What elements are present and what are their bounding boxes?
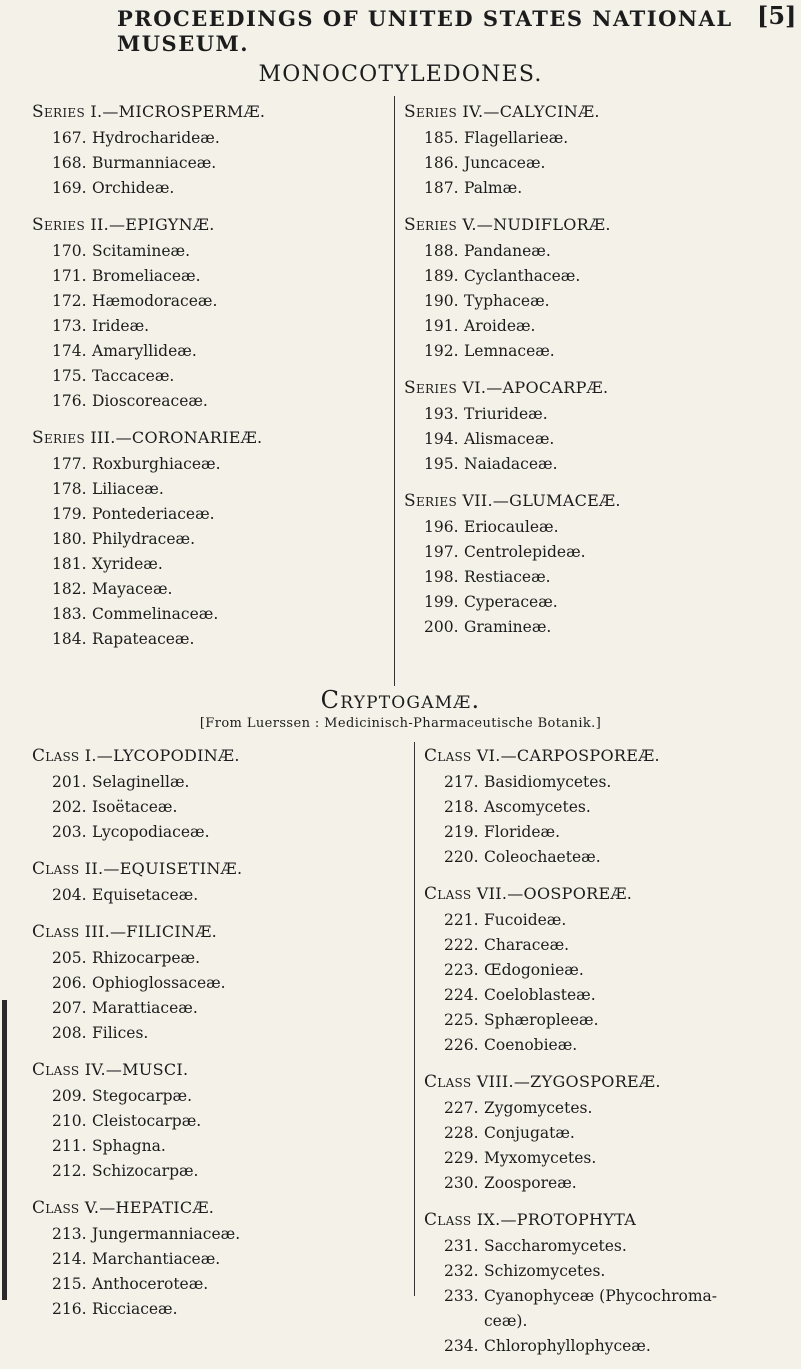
cryptogam-right-column [424, 742, 794, 1369]
family-entry [52, 1159, 402, 1184]
family-entry [52, 1109, 402, 1134]
group-lead: Class [424, 884, 472, 904]
family-number: 220. [444, 848, 479, 866]
group-heading [32, 98, 382, 126]
family-entry [444, 1121, 794, 1146]
family-name: Lemnaceæ. [464, 342, 555, 360]
family-entry [52, 339, 382, 364]
family-entry [52, 176, 382, 201]
family-entry [424, 590, 784, 615]
family-entry [52, 1247, 402, 1272]
family-number: 197. [424, 543, 459, 561]
group-name: II.—EQUISETINÆ. [84, 859, 243, 878]
family-number: 171. [52, 267, 87, 285]
family-name: Irideæ. [92, 317, 150, 335]
family-number: 231. [444, 1237, 479, 1255]
family-entry [424, 402, 784, 427]
family-name: Isoëtaceæ. [92, 798, 178, 816]
family-name: Centrolepideæ. [464, 543, 586, 561]
family-entry [52, 627, 382, 652]
group-lead: Series [404, 491, 457, 511]
family-name: Pontederiaceæ. [92, 505, 215, 523]
group-heading [404, 98, 784, 126]
family-entry [444, 933, 794, 958]
group-heading [32, 1056, 402, 1084]
family-entry [424, 239, 784, 264]
monocot-right-column [404, 98, 784, 650]
family-name: Flagellarieæ. [464, 129, 569, 147]
family-entry [444, 820, 794, 845]
family-entry [52, 1021, 402, 1046]
family-entry [52, 946, 402, 971]
family-entry [52, 289, 382, 314]
group-lead: Class [424, 746, 472, 766]
family-entry [444, 908, 794, 933]
family-entry [444, 1259, 794, 1284]
family-entry [52, 1084, 402, 1109]
family-list [424, 770, 794, 870]
family-number: 213. [52, 1225, 87, 1243]
family-name: Orchideæ. [92, 179, 175, 197]
family-number: 206. [52, 974, 87, 992]
family-name: Ascomycetes. [484, 798, 591, 816]
family-name: Cyanophyceæ (Phycochroma- [484, 1287, 717, 1305]
family-number: 187. [424, 179, 459, 197]
family-number: 200. [424, 618, 459, 636]
family-name: Coeloblasteæ. [484, 986, 596, 1004]
family-number: 175. [52, 367, 87, 385]
group-name: III.—CORONARIEÆ. [90, 428, 263, 447]
group-heading [32, 742, 402, 770]
family-number: 201. [52, 773, 87, 791]
family-number: 167. [52, 129, 87, 147]
family-entry [52, 552, 382, 577]
family-entry [444, 1234, 794, 1259]
family-name: Florideæ. [484, 823, 561, 841]
family-number: 203. [52, 823, 87, 841]
family-list [424, 908, 794, 1058]
family-entry [52, 577, 382, 602]
family-name: Dioscoreaceæ. [92, 392, 208, 410]
source-note: [From Luerssen : Medicinisch-Pharmaceutische Botanik.] [199, 716, 602, 731]
family-name: Gramineæ. [464, 618, 552, 636]
family-entry [444, 795, 794, 820]
family-name: Palmæ. [464, 179, 523, 197]
family-name: Scitamineæ. [92, 242, 191, 260]
family-entry [444, 1171, 794, 1196]
family-number: 216. [52, 1300, 87, 1318]
family-number: 168. [52, 154, 87, 172]
family-name: Rhizocarpeæ. [92, 949, 201, 967]
family-number: 217. [444, 773, 479, 791]
group-name: V.—NUDIFLORÆ. [462, 215, 611, 234]
group-heading [32, 918, 402, 946]
family-name: Ricciaceæ. [92, 1300, 178, 1318]
family-number: 181. [52, 555, 87, 573]
family-name: Pandaneæ. [464, 242, 551, 260]
family-number: 189. [424, 267, 459, 285]
family-name: Xyrideæ. [92, 555, 163, 573]
family-entry [424, 427, 784, 452]
family-list [32, 770, 402, 845]
running-head: PROCEEDINGS OF UNITED STATES NATIONAL MUSEUM. [117, 6, 733, 56]
family-list [424, 1234, 794, 1359]
family-number: 204. [52, 886, 87, 904]
family-number: 202. [52, 798, 87, 816]
family-name: Sphæropleeæ. [484, 1011, 599, 1029]
family-number: 192. [424, 342, 459, 360]
family-entry [52, 1222, 402, 1247]
family-number: 224. [444, 986, 479, 1004]
family-name: Mayaceæ. [92, 580, 173, 598]
family-name: Juncaceæ. [464, 154, 546, 172]
family-number: 190. [424, 292, 459, 310]
group-heading [404, 487, 784, 515]
group-name: VII.—OOSPOREÆ. [476, 884, 633, 903]
family-entry [424, 151, 784, 176]
cryptogam-column-rule [414, 742, 415, 1296]
family-name: Cyclanthaceæ. [464, 267, 581, 285]
family-entry [424, 515, 784, 540]
family-entry [444, 1008, 794, 1033]
family-number: 234. [444, 1337, 479, 1355]
group-lead: Series [404, 378, 457, 398]
group-heading [32, 211, 382, 239]
family-number: 209. [52, 1087, 87, 1105]
family-name: Aroideæ. [464, 317, 536, 335]
family-number: 193. [424, 405, 459, 423]
family-number: 228. [444, 1124, 479, 1142]
family-list [424, 1096, 794, 1196]
group-lead: Class [32, 746, 80, 766]
family-name: Schizocarpæ. [92, 1162, 199, 1180]
group-heading [424, 880, 794, 908]
group-name: II.—EPIGYNÆ. [90, 215, 215, 234]
family-number: 178. [52, 480, 87, 498]
family-number: 176. [52, 392, 87, 410]
family-entry [424, 289, 784, 314]
family-number: 210. [52, 1112, 87, 1130]
family-entry [52, 364, 382, 389]
group-name: VII.—GLUMACEÆ. [462, 491, 621, 510]
family-name: Equisetaceæ. [92, 886, 199, 904]
group-lead: Series [32, 428, 85, 448]
family-number: 188. [424, 242, 459, 260]
group-heading [404, 211, 784, 239]
group-name: III.—FILICINÆ. [84, 922, 218, 941]
group-heading [424, 742, 794, 770]
family-name: Fucoideæ. [484, 911, 567, 929]
family-number: 196. [424, 518, 459, 536]
family-number: 195. [424, 455, 459, 473]
family-name: Rapateaceæ. [92, 630, 195, 648]
family-number: 205. [52, 949, 87, 967]
group-lead: Class [424, 1210, 472, 1230]
family-name: Burmanniaceæ. [92, 154, 217, 172]
family-name: Characeæ. [484, 936, 570, 954]
group-lead: Series [32, 215, 85, 235]
family-list [32, 452, 382, 652]
family-entry [424, 314, 784, 339]
family-name: Bromeliaceæ. [92, 267, 201, 285]
family-entry [444, 1309, 794, 1334]
family-name: Basidiomycetes. [484, 773, 612, 791]
family-name: Conjugatæ. [484, 1124, 575, 1142]
group-name: IX.—PROTOPHYTA [476, 1210, 637, 1229]
family-entry [444, 983, 794, 1008]
family-entry [52, 527, 382, 552]
family-list [32, 1084, 402, 1184]
group-heading [32, 1194, 402, 1222]
family-entry [52, 502, 382, 527]
family-number: 214. [52, 1250, 87, 1268]
family-number: 225. [444, 1011, 479, 1029]
family-number: 182. [52, 580, 87, 598]
family-number: 208. [52, 1024, 87, 1042]
family-list [32, 239, 382, 414]
family-name: Saccharomycetes. [484, 1237, 627, 1255]
family-name: Taccaceæ. [92, 367, 175, 385]
family-name: Restiaceæ. [464, 568, 551, 586]
group-name: VIII.—ZYGOSPOREÆ. [476, 1072, 661, 1091]
family-entry [424, 452, 784, 477]
family-entry [444, 845, 794, 870]
family-entry [52, 477, 382, 502]
family-name: Coleochaeteæ. [484, 848, 601, 866]
family-entry [444, 1334, 794, 1359]
group-lead: Class [32, 922, 80, 942]
family-name: Zoosporeæ. [484, 1174, 577, 1192]
group-lead: Class [32, 1198, 80, 1218]
family-name: Philydraceæ. [92, 530, 196, 548]
family-name: Filices. [92, 1024, 149, 1042]
family-entry [444, 958, 794, 983]
group-lead: Class [32, 859, 80, 879]
family-number: 180. [52, 530, 87, 548]
group-lead: Class [424, 1072, 472, 1092]
family-entry [52, 1272, 402, 1297]
family-number: 218. [444, 798, 479, 816]
family-list [32, 1222, 402, 1322]
group-name: VI.—APOCARPÆ. [462, 378, 609, 397]
group-name: IV.—MUSCI. [84, 1060, 189, 1079]
family-number: 226. [444, 1036, 479, 1054]
group-name: IV.—CALYCINÆ. [462, 102, 600, 121]
family-list [32, 883, 402, 908]
family-number: 170. [52, 242, 87, 260]
cryptogam-title: Cryptogamæ. [320, 686, 481, 714]
family-number: 184. [52, 630, 87, 648]
family-number: 177. [52, 455, 87, 473]
family-name: Hydrocharideæ. [92, 129, 220, 147]
group-name: I.—MICROSPERMÆ. [90, 102, 266, 121]
group-name: I.—LYCOPODINÆ. [84, 746, 240, 765]
family-number: 223. [444, 961, 479, 979]
family-number: 211. [52, 1137, 87, 1155]
family-number: 198. [424, 568, 459, 586]
cryptogam-left-column [32, 742, 402, 1332]
family-number: 183. [52, 605, 87, 623]
family-number: 185. [424, 129, 459, 147]
family-list [404, 402, 784, 477]
group-heading [32, 855, 402, 883]
family-number: 169. [52, 179, 87, 197]
family-name: Sphagna. [92, 1137, 166, 1155]
group-name: V.—HEPATICÆ. [84, 1198, 215, 1217]
family-name: Coenobieæ. [484, 1036, 578, 1054]
family-entry [52, 389, 382, 414]
family-name: Triurideæ. [464, 405, 548, 423]
family-name: Schizomycetes. [484, 1262, 606, 1280]
family-number: 172. [52, 292, 87, 310]
family-list [404, 239, 784, 364]
family-number: 173. [52, 317, 87, 335]
monocot-title: MONOCOTYLEDONES. [258, 62, 543, 87]
family-number: 174. [52, 342, 87, 360]
family-name: Chlorophyllophyceæ. [484, 1337, 651, 1355]
family-name: Eriocauleæ. [464, 518, 559, 536]
family-name: Typhaceæ. [464, 292, 550, 310]
family-entry [52, 1134, 402, 1159]
family-number: 215. [52, 1275, 87, 1293]
group-heading [32, 424, 382, 452]
group-lead: Series [404, 102, 457, 122]
family-name: Œdogonieæ. [484, 961, 584, 979]
family-name: Anthoceroteæ. [92, 1275, 209, 1293]
family-entry [52, 883, 402, 908]
family-list [404, 515, 784, 640]
family-entry [52, 452, 382, 477]
family-list [32, 126, 382, 201]
group-name: VI.—CARPOSPOREÆ. [476, 746, 660, 765]
family-entry [52, 314, 382, 339]
group-lead: Series [32, 102, 85, 122]
family-entry [52, 264, 382, 289]
family-entry [52, 770, 402, 795]
family-number: 186. [424, 154, 459, 172]
family-name: Roxburghiaceæ. [92, 455, 221, 473]
family-number: 221. [444, 911, 479, 929]
family-entry [52, 151, 382, 176]
family-number: 229. [444, 1149, 479, 1167]
family-name: Liliaceæ. [92, 480, 164, 498]
group-lead: Class [32, 1060, 80, 1080]
family-number: 222. [444, 936, 479, 954]
group-heading [404, 374, 784, 402]
family-number: 230. [444, 1174, 479, 1192]
family-name: Commelinaceæ. [92, 605, 219, 623]
family-name: Selaginellæ. [92, 773, 190, 791]
family-entry [52, 239, 382, 264]
family-number: 232. [444, 1262, 479, 1280]
family-number: 207. [52, 999, 87, 1017]
family-name: Amaryllideæ. [92, 342, 197, 360]
group-lead: Series [404, 215, 457, 235]
family-number: 219. [444, 823, 479, 841]
group-heading [424, 1068, 794, 1096]
family-entry [52, 971, 402, 996]
family-name: Alismaceæ. [464, 430, 555, 448]
family-name: ceæ). [484, 1312, 528, 1330]
monocot-column-rule [394, 96, 395, 686]
family-name: Jungermanniaceæ. [92, 1225, 241, 1243]
left-edge-mark [2, 1000, 7, 1300]
family-entry [424, 540, 784, 565]
page-number: [5] [757, 1, 797, 30]
family-entry [52, 820, 402, 845]
family-entry [424, 615, 784, 640]
family-name: Myxomycetes. [484, 1149, 597, 1167]
family-name: Hæmodoraceæ. [92, 292, 218, 310]
family-name: Cleistocarpæ. [92, 1112, 202, 1130]
family-name: Lycopodiaceæ. [92, 823, 210, 841]
family-entry [52, 1297, 402, 1322]
family-name: Marattiaceæ. [92, 999, 198, 1017]
family-number: 233. [444, 1287, 479, 1305]
family-entry [444, 770, 794, 795]
family-name: Zygomycetes. [484, 1099, 593, 1117]
family-number: 191. [424, 317, 459, 335]
family-entry [444, 1284, 794, 1309]
family-number: 212. [52, 1162, 87, 1180]
family-entry [424, 339, 784, 364]
family-name: Marchantiaceæ. [92, 1250, 221, 1268]
family-list [404, 126, 784, 201]
family-list [32, 946, 402, 1046]
family-entry [424, 176, 784, 201]
family-entry [52, 602, 382, 627]
family-number: 179. [52, 505, 87, 523]
family-entry [444, 1146, 794, 1171]
family-number: 194. [424, 430, 459, 448]
family-entry [52, 996, 402, 1021]
family-name: Ophioglossaceæ. [92, 974, 226, 992]
family-entry [424, 565, 784, 590]
monocot-left-column [32, 98, 382, 662]
family-entry [424, 126, 784, 151]
family-number: 199. [424, 593, 459, 611]
family-entry [424, 264, 784, 289]
family-entry [52, 795, 402, 820]
family-entry [444, 1033, 794, 1058]
family-entry [52, 126, 382, 151]
group-heading [424, 1206, 794, 1234]
family-number: 227. [444, 1099, 479, 1117]
family-name: Cyperaceæ. [464, 593, 558, 611]
family-name: Stegocarpæ. [92, 1087, 193, 1105]
family-name: Naiadaceæ. [464, 455, 558, 473]
family-entry [444, 1096, 794, 1121]
